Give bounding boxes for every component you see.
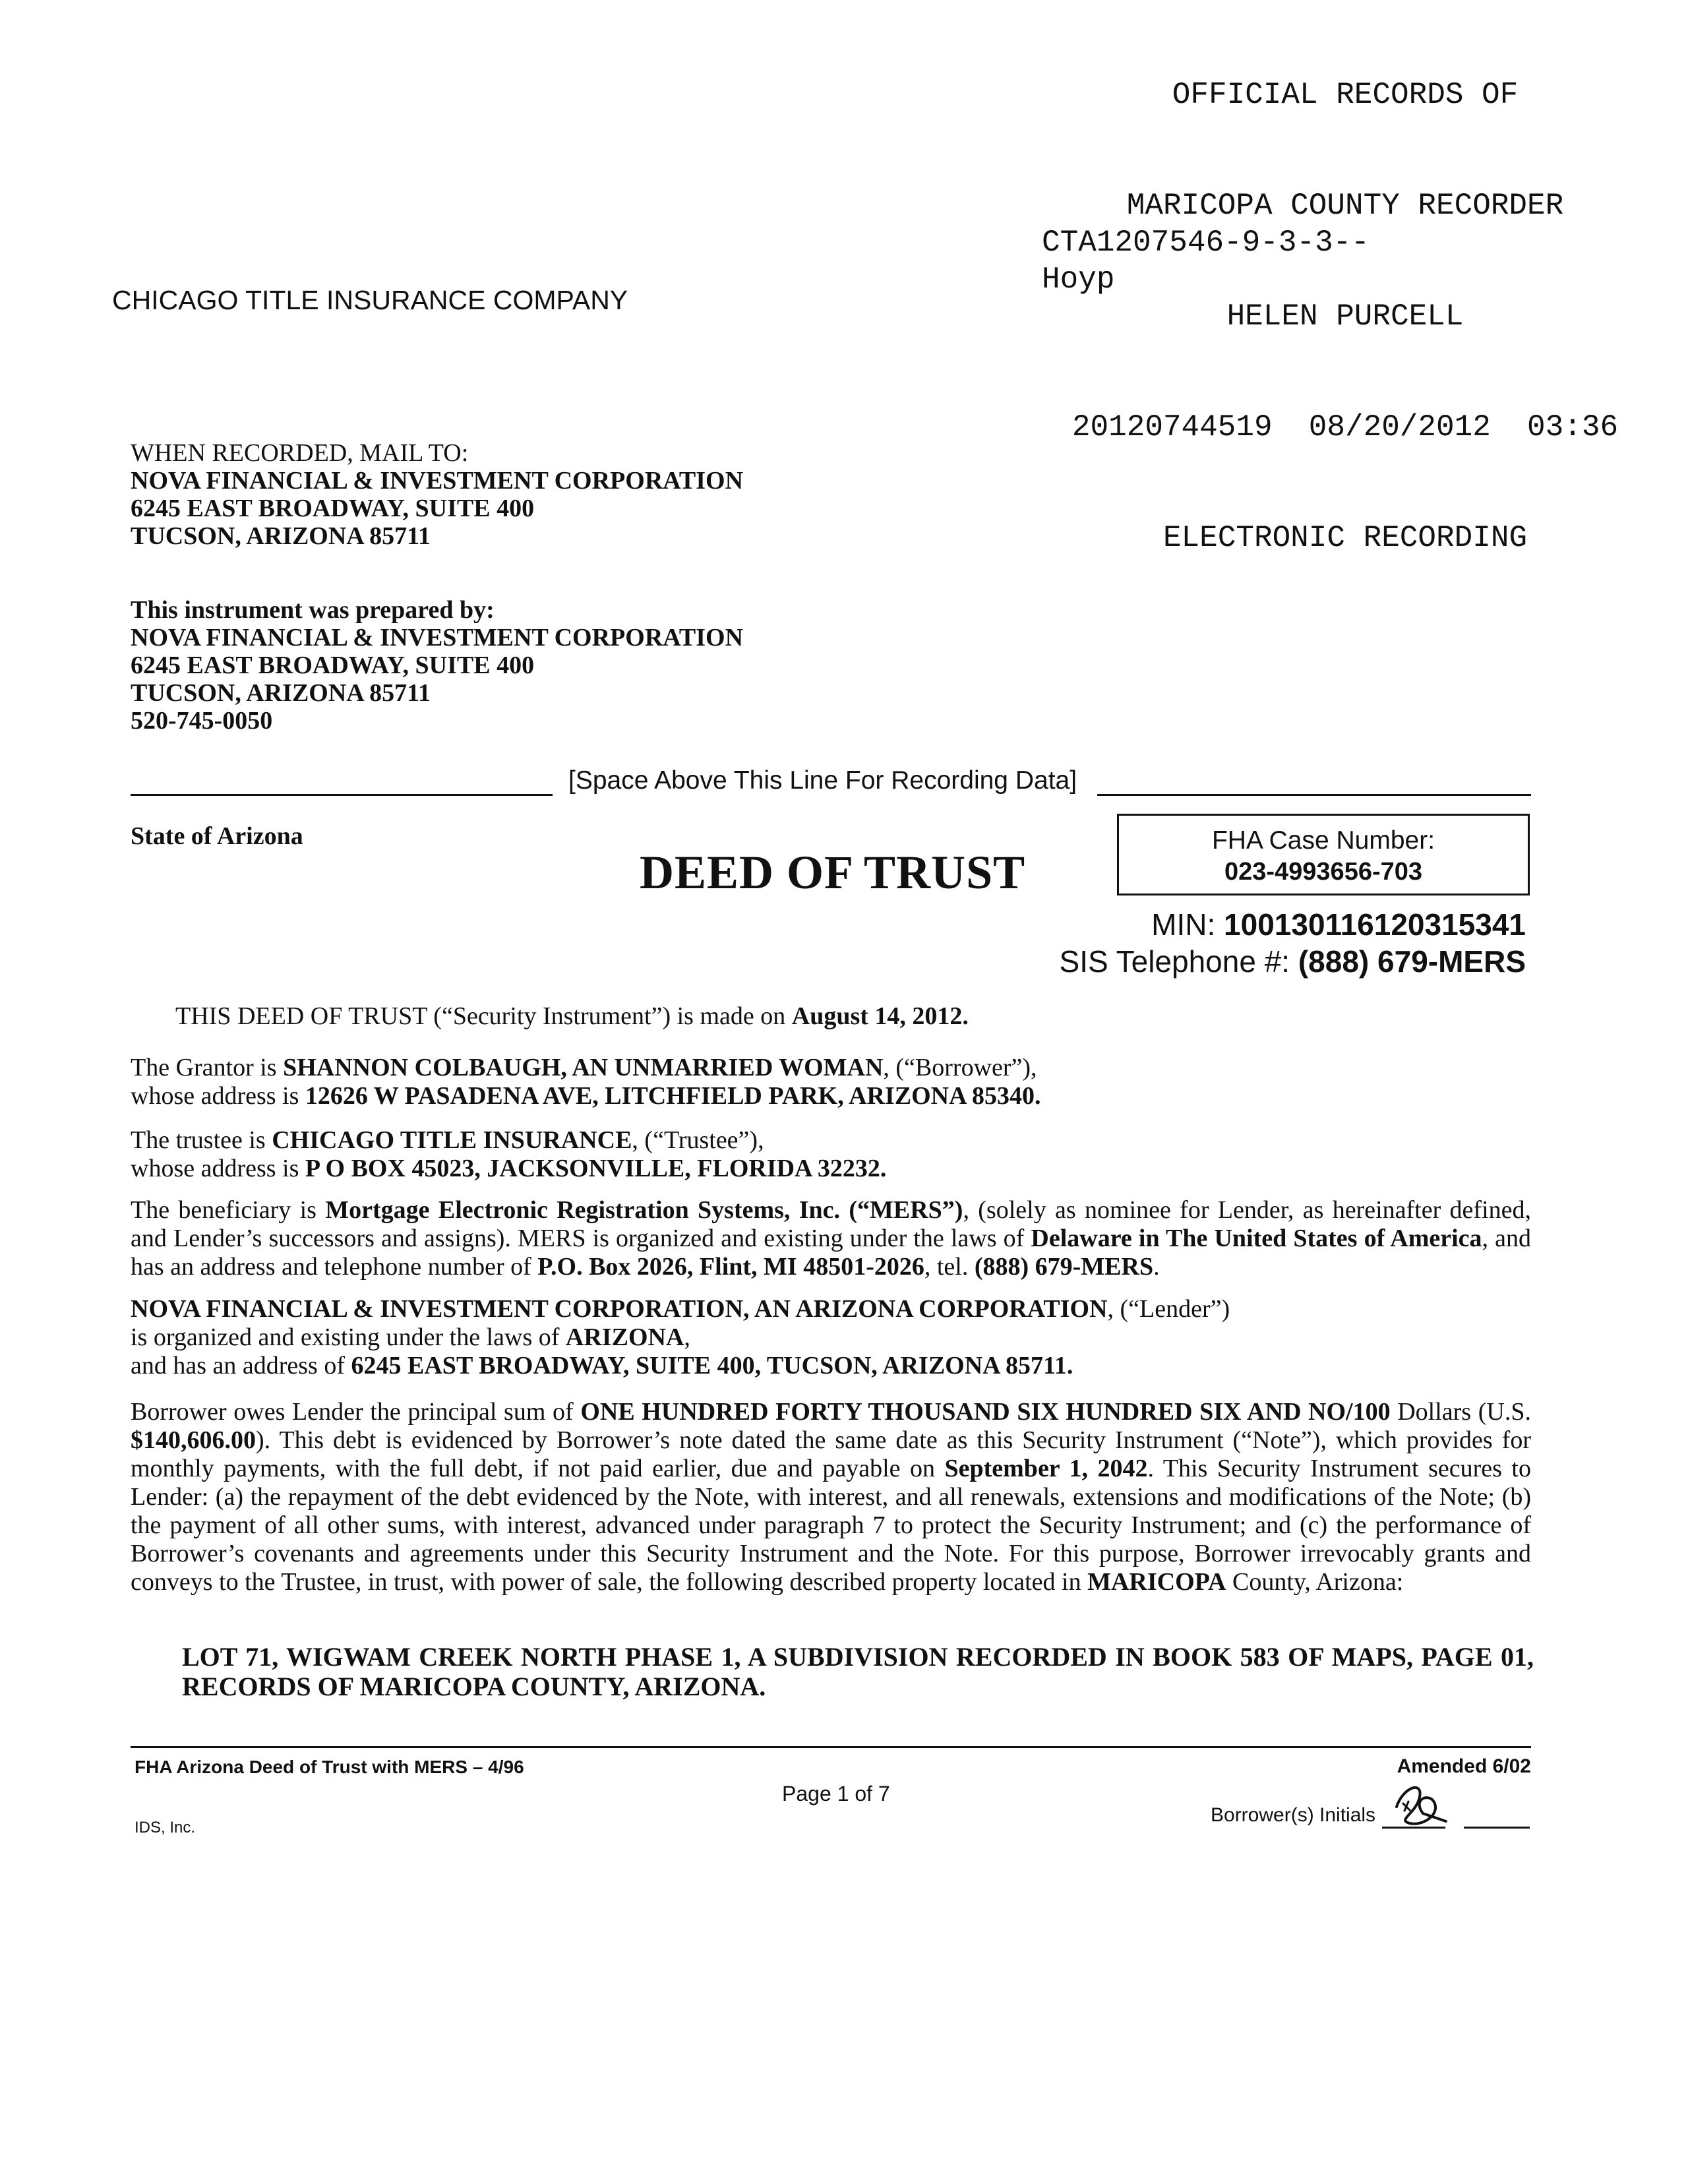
debt-text: . This Security Instrument secures to Lender: (a) the repayment of the debt evidenced by the Note, with interest, and all renewals, extensions and modifications of the Note; (b) the payment of all other sums, with interest, advanced under paragraph 7 to protect the Security Instrument; and (c) the performance of Borrower’s covenants and agreements under this Security Instrument and the Note. For this purpose, Borrower irrevocably grants and conveys to the Trustee, in trust, with power of sale, the following described property located in: [131, 1455, 1531, 1596]
min-line: [1060, 906, 1526, 943]
beneficiary-name: Mortgage Electronic Registration Systems, Inc. (“MERS”): [325, 1196, 963, 1224]
trustee-paragraph: [131, 1126, 1531, 1183]
grantor-address-line: [131, 1082, 1531, 1110]
title-company: CHICAGO TITLE INSURANCE COMPANY: [112, 285, 628, 315]
mail-to-street: 6245 EAST BROADWAY, SUITE 400: [131, 495, 535, 522]
beneficiary-text: , (solely as nominee for Lender, as hereinafter defined, and Lender’s successors and assigns). MERS is organized and existing under the laws of: [131, 1196, 1531, 1252]
grantor-text: , (“Borrower”),: [883, 1054, 1037, 1081]
recorder-stamp: [1029, 3, 1662, 593]
grantor-line: [131, 1054, 1531, 1082]
order-code: CTA1207546-9-3-3--: [1042, 226, 1370, 260]
initials-line: [1464, 1827, 1530, 1829]
fha-case-label: FHA Case Number:: [1211, 826, 1435, 855]
trustee-text: , (“Trustee”),: [632, 1126, 764, 1154]
order-code-block: [1042, 224, 1370, 298]
lender-text: ,: [684, 1323, 690, 1351]
prepared-by-street: 6245 EAST BROADWAY, SUITE 400: [131, 652, 535, 679]
prepared-by-block: [131, 596, 743, 735]
debt-due-date: September 1, 2042: [944, 1455, 1148, 1482]
recording-number-date-time: 20120744519 08/20/2012 03:36: [1071, 410, 1619, 444]
beneficiary-text: , tel.: [924, 1253, 975, 1281]
lender-state: ARIZONA: [565, 1323, 684, 1351]
recording-rule-left: [131, 794, 553, 796]
beneficiary-address: P.O. Box 2026, Flint, MI 48501-2026: [537, 1253, 924, 1281]
fha-case-number: 023-4993656-703: [1224, 858, 1423, 886]
order-initials: Hoyp: [1042, 262, 1115, 297]
footer-vendor: IDS, Inc.: [135, 1819, 196, 1836]
debt-text: Dollars (U.S.: [1390, 1398, 1531, 1426]
lender-line: [131, 1295, 1531, 1323]
grantor-name: SHANNON COLBAUGH, AN UNMARRIED WOMAN: [283, 1054, 884, 1081]
recording-rule-right: [1097, 794, 1531, 796]
mail-to-name: NOVA FINANCIAL & INVESTMENT CORPORATION: [131, 467, 744, 495]
debt-paragraph: [131, 1398, 1531, 1596]
debt-county: MARICOPA: [1087, 1568, 1226, 1596]
trustee-address-line: [131, 1155, 1531, 1183]
prepared-by-name: NOVA FINANCIAL & INVESTMENT CORPORATION: [131, 624, 744, 652]
footer-rule: [131, 1746, 1531, 1748]
trustee-text: whose address is: [131, 1155, 305, 1182]
beneficiary-phone: (888) 679-MERS: [974, 1253, 1154, 1281]
recorder-stamp-line: ELECTRONIC RECORDING: [1162, 521, 1528, 555]
beneficiary-jurisdiction: Delaware in The United States of America: [1031, 1225, 1482, 1252]
handwritten-initials: [1383, 1767, 1456, 1833]
recorder-stamp-line: MARICOPA COUNTY RECORDER: [1126, 189, 1564, 223]
lender-text: is organized and existing under the laws of: [131, 1323, 566, 1351]
prepared-by-phone: 520-745-0050: [131, 707, 273, 735]
sis-line: [1060, 943, 1526, 980]
lender-line: [131, 1323, 1531, 1352]
footer-page-number: Page 1 of 7: [782, 1782, 890, 1805]
min-label: MIN:: [1151, 907, 1224, 942]
recorder-stamp-line: OFFICIAL RECORDS OF: [1172, 78, 1519, 112]
sis-phone: (888) 679-MERS: [1298, 944, 1526, 979]
beneficiary-text: The beneficiary is: [131, 1196, 326, 1224]
beneficiary-text: , and has an address and telephone number of: [131, 1225, 1531, 1281]
sis-label: SIS Telephone #:: [1059, 944, 1298, 979]
footer-amended: Amended 6/02: [1397, 1755, 1531, 1777]
footer-form-name: FHA Arizona Deed of Trust with MERS – 4/96: [135, 1757, 524, 1777]
state-label: State of Arizona: [131, 822, 303, 850]
grantor-paragraph: [131, 1054, 1531, 1110]
grantor-text: whose address is: [131, 1082, 305, 1110]
trustee-line: [131, 1126, 1531, 1155]
lender-address: 6245 EAST BROADWAY, SUITE 400, TUCSON, ARIZONA 85711.: [351, 1352, 1073, 1380]
made-date: August 14, 2012.: [791, 1002, 969, 1030]
lender-text: , (“Lender”): [1107, 1295, 1230, 1323]
recorder-stamp-line: HELEN PURCELL: [1226, 299, 1464, 334]
debt-amount-words: ONE HUNDRED FORTY THOUSAND SIX HUNDRED SIX AND NO/100: [580, 1398, 1391, 1426]
fha-case-box: [1117, 814, 1530, 895]
beneficiary-paragraph: [131, 1196, 1531, 1281]
trustee-text: The trustee is: [131, 1126, 272, 1154]
trustee-address: P O BOX 45023, JACKSONVILLE, FLORIDA 32232.: [305, 1155, 887, 1182]
lender-line: [131, 1352, 1531, 1380]
min-block: [1060, 906, 1526, 980]
trustee-name: CHICAGO TITLE INSURANCE: [272, 1126, 632, 1154]
debt-text: Borrower owes Lender the principal sum of: [131, 1398, 581, 1426]
beneficiary-text: .: [1153, 1253, 1160, 1281]
mail-to-block: [131, 439, 743, 550]
mail-to-label: WHEN RECORDED, MAIL TO:: [131, 439, 469, 467]
prepared-by-label: This instrument was prepared by:: [131, 596, 495, 624]
prepared-by-city: TUCSON, ARIZONA 85711: [131, 679, 431, 707]
recording-data-line: [131, 766, 1531, 806]
debt-amount: $140,606.00: [131, 1426, 256, 1454]
min-value: 100130116120315341: [1224, 907, 1526, 942]
made-on-paragraph: [175, 1002, 1494, 1031]
grantor-text: The Grantor is: [131, 1054, 284, 1081]
lender-text: and has an address of: [131, 1352, 351, 1380]
borrower-initials-label: Borrower(s) Initials: [1211, 1804, 1376, 1826]
debt-text: ). This debt is evidenced by Borrower’s note dated the same date as this Security Instrument (“Note”), which provides for monthly payments, with the full debt, if not paid earlier, due and payable on: [131, 1426, 1531, 1482]
made-text: THIS DEED OF TRUST (“Security Instrument”) is made on: [175, 1002, 792, 1030]
recording-data-label: [Space Above This Line For Recording Data]: [568, 766, 1077, 795]
legal-description: LOT 71, WIGWAM CREEK NORTH PHASE 1, A SUBDIVISION RECORDED IN BOOK 583 OF MAPS, PAGE 01, RECORDS OF MARICOPA COUNTY, ARIZONA.: [182, 1642, 1534, 1701]
grantor-address: 12626 W PASADENA AVE, LITCHFIELD PARK, ARIZONA 85340.: [305, 1082, 1041, 1110]
debt-text: County, Arizona:: [1226, 1568, 1404, 1596]
mail-to-city: TUCSON, ARIZONA 85711: [131, 522, 431, 550]
document-title: DEED OF TRUST: [640, 846, 1026, 899]
lender-paragraph: [131, 1295, 1531, 1380]
lender-name: NOVA FINANCIAL & INVESTMENT CORPORATION, AN ARIZONA CORPORATION: [131, 1295, 1108, 1323]
